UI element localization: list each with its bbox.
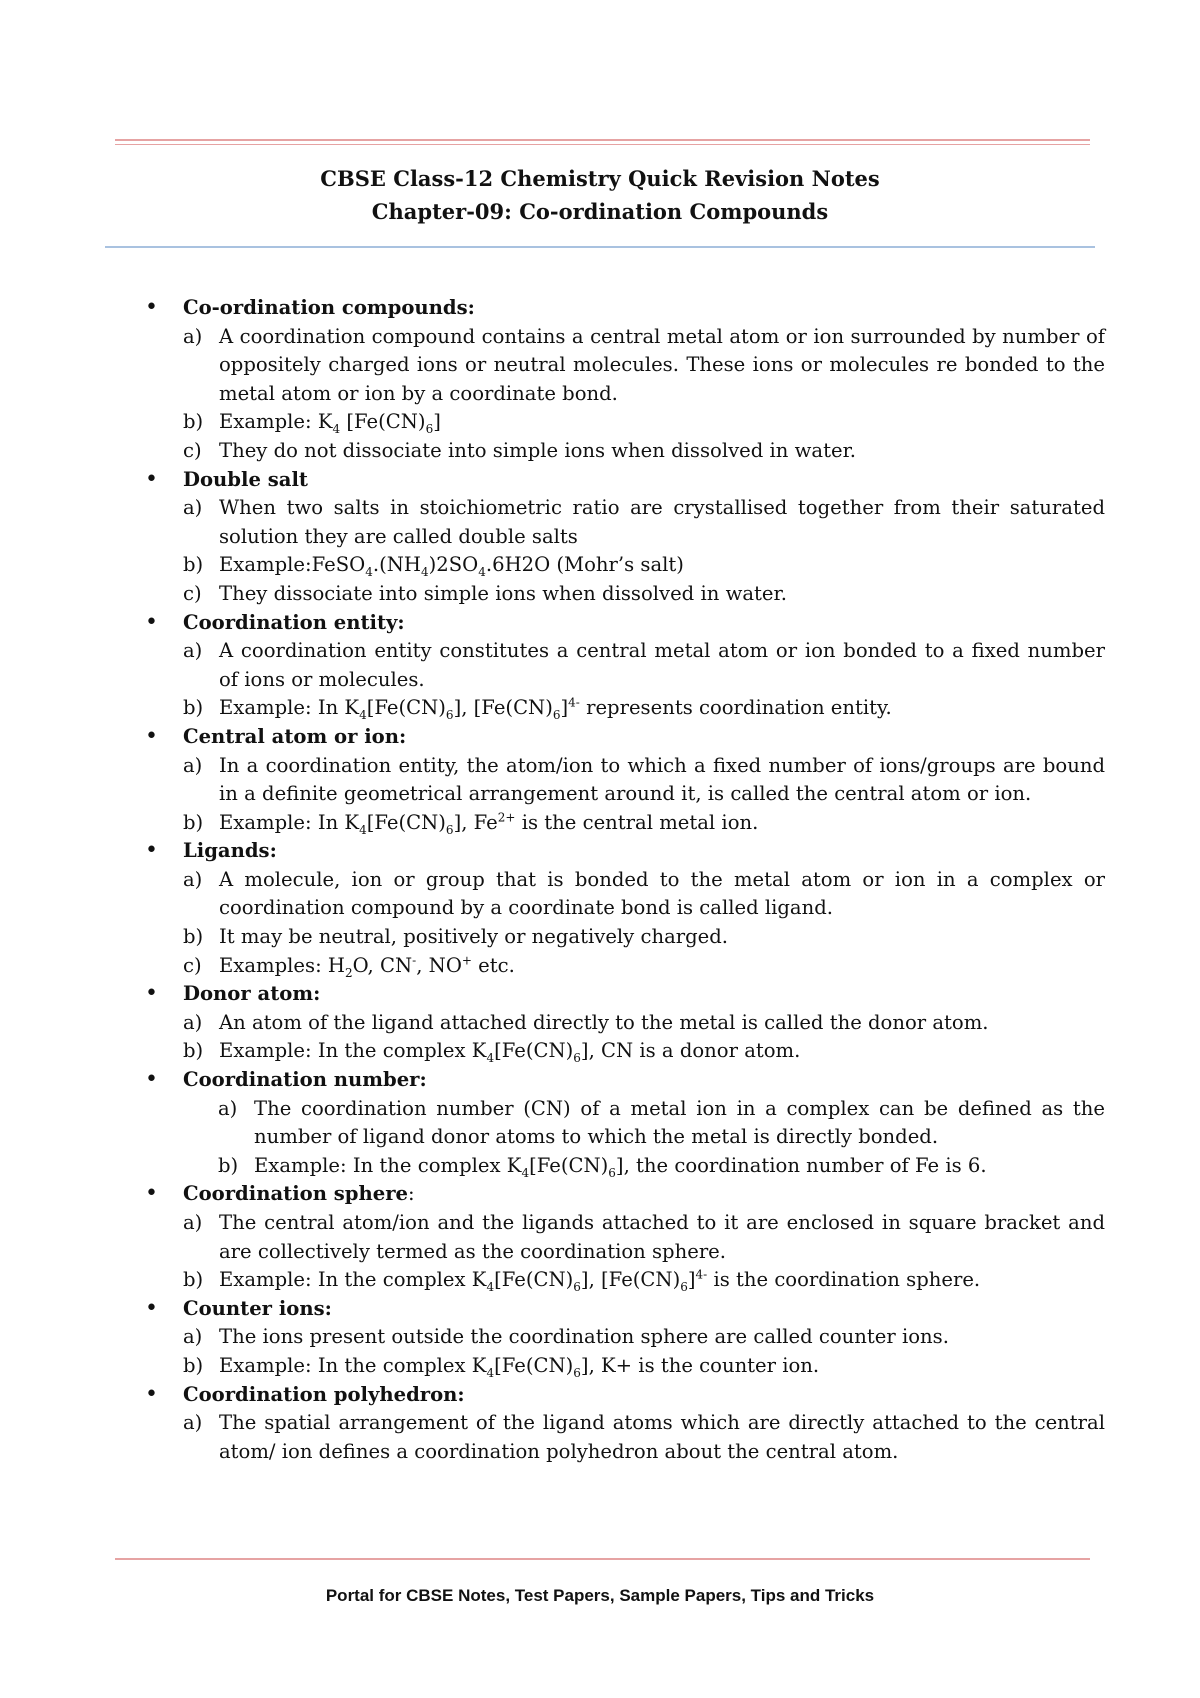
section-coordination-compounds bbox=[145, 294, 1105, 323]
header-rule-bottom bbox=[105, 246, 1095, 248]
bullet-icon: • bbox=[145, 1295, 158, 1321]
list-item bbox=[145, 408, 1105, 437]
chapter-title: Chapter-09: Co-ordination Compounds bbox=[371, 199, 829, 224]
item-marker: b) bbox=[183, 810, 204, 834]
section-coordination-polyhedron bbox=[145, 1381, 1105, 1410]
notes-content bbox=[145, 294, 1105, 1466]
item-text: Example: In the complex $K_4[Fe(CN)_6]$, the coordination number of Fe is 6. bbox=[254, 1153, 987, 1180]
section-title: Coordination entity: bbox=[183, 610, 405, 634]
item-marker: a) bbox=[183, 324, 203, 348]
bullet-icon: • bbox=[145, 295, 158, 320]
list-item bbox=[145, 494, 1105, 551]
section-counter-ions bbox=[145, 1295, 1105, 1324]
item-marker: c) bbox=[183, 581, 202, 605]
list-item bbox=[145, 551, 1105, 580]
section-title: Coordination number: bbox=[183, 1068, 427, 1092]
list-item bbox=[145, 437, 1105, 466]
item-marker: c) bbox=[183, 438, 202, 462]
item-text: Examples: $H_2O$, CN-, NO+ etc. bbox=[219, 953, 515, 980]
item-text: Example: In $K_4[Fe(CN)_6]$, $Fe^{2+}$ is the central metal ion. bbox=[219, 810, 759, 837]
item-text: A coordination compound contains a central metal atom or ion surrounded by number of oppositely charged ions or neutral molecules. These ions or molecules re bonded to the metal atom or ion by a coordinate bond. bbox=[219, 324, 1105, 405]
list-item bbox=[145, 1409, 1105, 1466]
item-marker: b) bbox=[183, 410, 204, 434]
item-marker: a) bbox=[183, 496, 203, 520]
item-text: A molecule, ion or group that is bonded to the metal atom or ion in a complex or coordination compound by a coordinate bond is called ligand. bbox=[219, 867, 1105, 920]
section-title: Ligands: bbox=[183, 839, 277, 863]
item-marker: a) bbox=[218, 1096, 238, 1120]
item-marker: b) bbox=[183, 1268, 204, 1292]
section-title: Double salt bbox=[183, 467, 308, 491]
item-text: In a coordination entity, the atom/ion to which a fixed number of ions/groups are bound in a definite geometrical arrangement around it, is called the central atom or ion. bbox=[219, 753, 1105, 806]
section-double-salt bbox=[145, 466, 1105, 495]
item-marker: b) bbox=[183, 553, 204, 577]
list-item bbox=[145, 1037, 1105, 1066]
list-item bbox=[145, 1009, 1105, 1038]
section-coordination-sphere bbox=[145, 1180, 1105, 1209]
item-text: The ions present outside the coordination sphere are called counter ions. bbox=[219, 1325, 949, 1349]
item-marker: a) bbox=[183, 867, 203, 891]
header-rule-top-thin bbox=[115, 144, 1090, 145]
item-text: It may be neutral, positively or negatively charged. bbox=[219, 925, 729, 949]
item-marker: a) bbox=[183, 1211, 203, 1234]
list-item bbox=[145, 1095, 1105, 1152]
item-text: The central atom/ion and the ligands attached to it are enclosed in square bracket and are collectively termed as the coordination sphere. bbox=[219, 1211, 1105, 1263]
item-marker: a) bbox=[183, 1010, 203, 1034]
item-marker: c) bbox=[183, 953, 202, 977]
section-coordination-number bbox=[145, 1066, 1105, 1095]
page-header bbox=[0, 162, 1200, 228]
section-ligands bbox=[145, 837, 1105, 866]
header-rule-top bbox=[115, 139, 1090, 141]
section-title: Central atom or ion: bbox=[183, 724, 407, 748]
list-item bbox=[145, 1152, 1105, 1181]
section-title: Coordination sphere bbox=[183, 1182, 409, 1206]
item-marker: b) bbox=[218, 1153, 239, 1177]
item-text: Example: In the complex $K_4[Fe(CN)_6]$, CN is a donor atom. bbox=[219, 1039, 801, 1066]
list-item bbox=[145, 866, 1105, 923]
bullet-icon: • bbox=[145, 838, 158, 864]
bullet-icon: • bbox=[145, 723, 158, 749]
item-marker: a) bbox=[183, 1325, 203, 1349]
bullet-icon: • bbox=[145, 1381, 158, 1407]
section-title-wrap bbox=[183, 1180, 1105, 1209]
bullet-icon: • bbox=[145, 981, 158, 1007]
item-marker: a) bbox=[183, 1411, 203, 1435]
list-item bbox=[145, 1266, 1105, 1295]
list-item bbox=[145, 580, 1105, 609]
list-item bbox=[145, 323, 1105, 409]
list-item bbox=[145, 1209, 1105, 1266]
page-footer: Portal for CBSE Notes, Test Papers, Sample Papers, Tips and Tricks bbox=[325, 1586, 875, 1605]
list-item bbox=[145, 923, 1105, 952]
section-coordination-entity bbox=[145, 609, 1105, 638]
section-title-suffix: : bbox=[408, 1182, 415, 1206]
section-title: Counter ions: bbox=[183, 1296, 332, 1320]
section-title: Coordination polyhedron: bbox=[183, 1382, 465, 1406]
bullet-icon: • bbox=[145, 466, 158, 492]
item-text: Example: In the complex $K_4[Fe(CN)_6]$, K+ is the counter ion. bbox=[219, 1353, 820, 1380]
item-text: They do not dissociate into simple ions when dissolved in water. bbox=[219, 438, 857, 462]
item-marker: a) bbox=[183, 639, 203, 663]
list-item bbox=[145, 952, 1105, 981]
list-item bbox=[145, 809, 1105, 838]
section-title: Donor atom: bbox=[183, 982, 321, 1006]
list-item bbox=[145, 1323, 1105, 1352]
item-text: $Example:FeSO_4.(NH_4)2SO_4.6H2O$ (Mohr’s salt) bbox=[219, 553, 684, 580]
section-central-atom bbox=[145, 723, 1105, 752]
list-item bbox=[145, 637, 1105, 694]
item-text: They dissociate into simple ions when dissolved in water. bbox=[219, 581, 787, 605]
item-text: Example: $K_4$ $[Fe(CN)_6]$ bbox=[219, 410, 441, 437]
item-marker: b) bbox=[183, 925, 204, 949]
item-marker: b) bbox=[183, 1353, 204, 1377]
item-text: An atom of the ligand attached directly to the metal is called the donor atom. bbox=[219, 1010, 989, 1034]
item-text: When two salts in stoichiometric ratio are crystallised together from their saturated solution they are called double salts bbox=[219, 496, 1105, 548]
section-title: Co-ordination compounds: bbox=[183, 296, 475, 319]
item-text: The coordination number (CN) of a metal ion in a complex can be defined as the number of ligand donor atoms to which the metal is directly bonded. bbox=[254, 1096, 1105, 1149]
item-marker: a) bbox=[183, 753, 203, 777]
list-item bbox=[145, 694, 1105, 723]
list-item bbox=[145, 752, 1105, 809]
item-text: Example: In $K_4[Fe(CN)_6]$, $[Fe(CN)_6]^{4-}$ represents coordination entity. bbox=[219, 695, 892, 723]
bullet-icon: • bbox=[145, 1067, 158, 1093]
bullet-icon: • bbox=[145, 609, 158, 635]
item-marker: b) bbox=[183, 696, 204, 720]
page-title: CBSE Class-12 Chemistry Quick Revision Notes bbox=[320, 166, 880, 191]
list-item bbox=[145, 1352, 1105, 1381]
item-text: The spatial arrangement of the ligand atoms which are directly attached to the central atom/ ion defines a coordination polyhedron about the central atom. bbox=[219, 1411, 1105, 1463]
item-marker: b) bbox=[183, 1039, 204, 1063]
section-donor-atom bbox=[145, 980, 1105, 1009]
bullet-icon: • bbox=[145, 1181, 158, 1207]
item-text: Example: In the complex $K_4[Fe(CN)_6]$, $[Fe(CN)_6]^{4-}$ is the coordination sphere. bbox=[219, 1267, 981, 1295]
item-text: A coordination entity constitutes a central metal atom or ion bonded to a fixed number of ions or molecules. bbox=[219, 639, 1105, 691]
footer-rule bbox=[115, 1558, 1090, 1560]
